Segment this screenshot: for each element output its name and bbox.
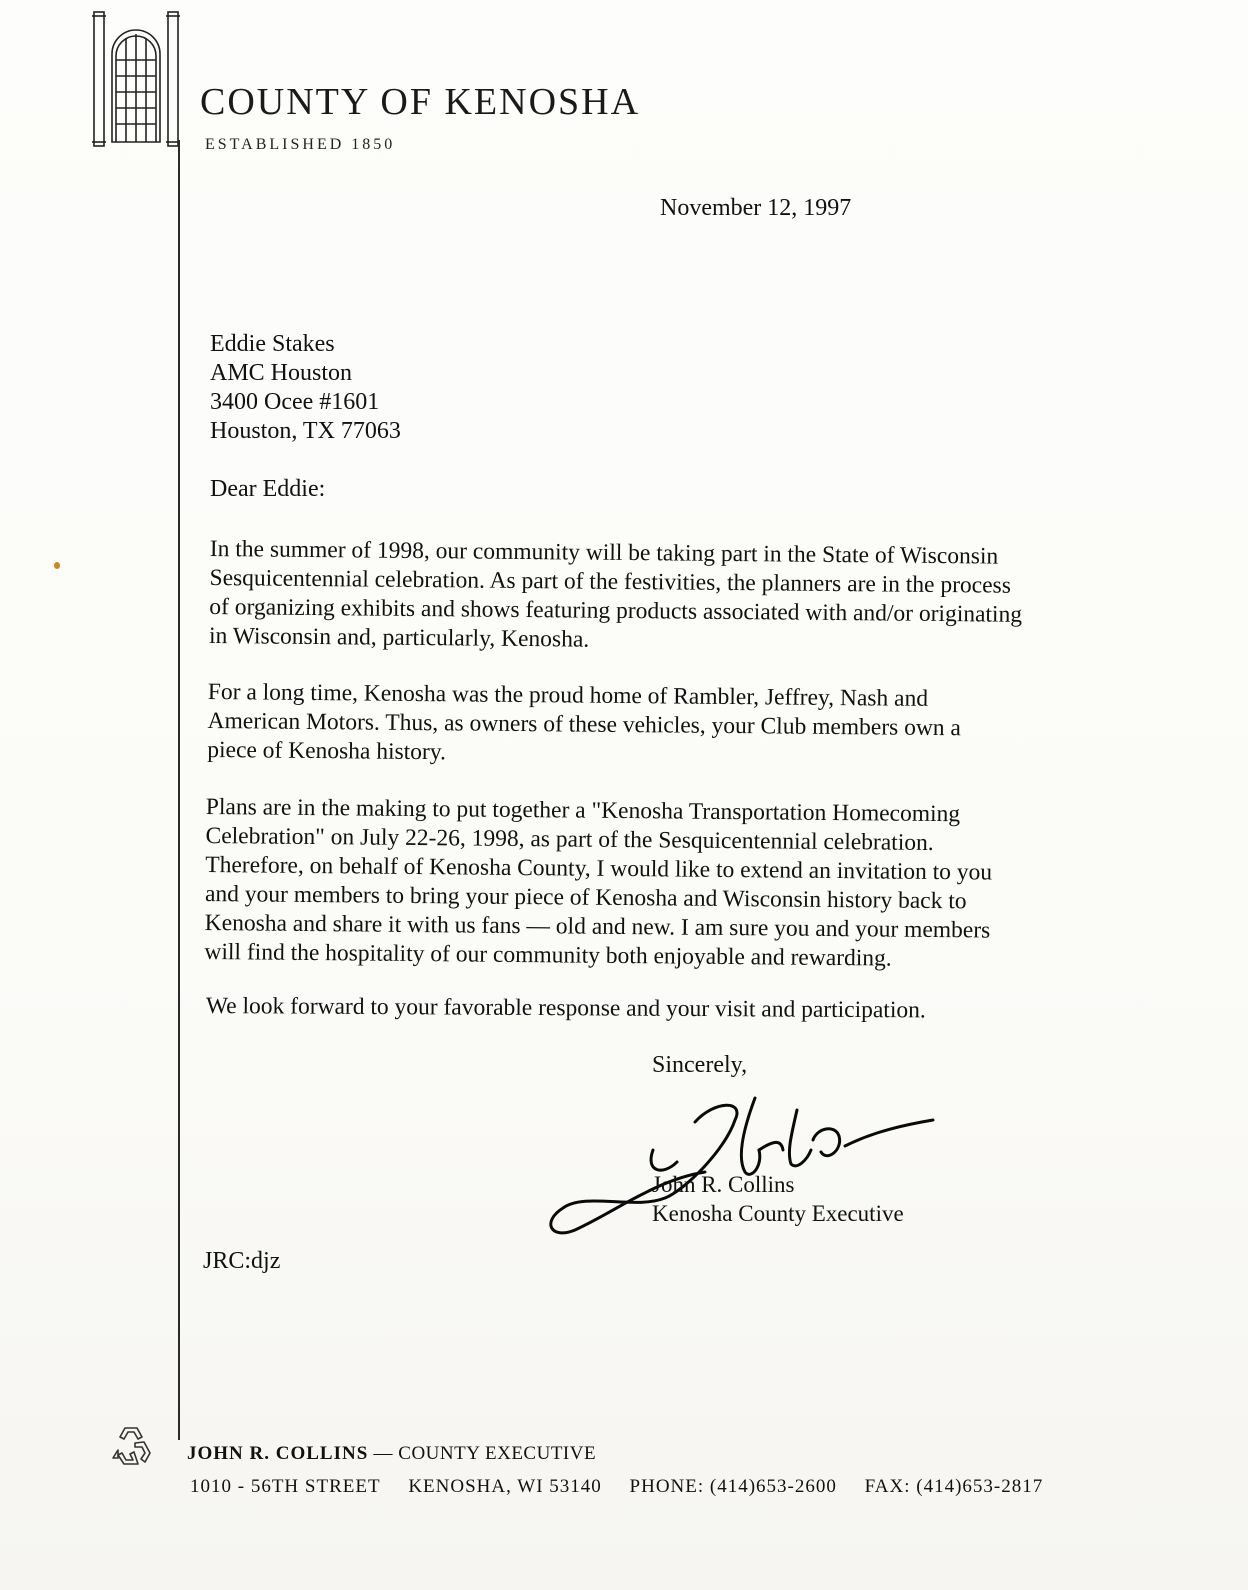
letter-date: November 12, 1997 <box>660 195 852 221</box>
footer-contact <box>190 1476 1065 1498</box>
recipient-line: AMC Houston <box>210 360 353 386</box>
paragraph-line: in Wisconsin and, particularly, Kenosha. <box>208 622 590 653</box>
letterhead-rule <box>178 140 180 1440</box>
recycle-icon <box>108 1422 154 1468</box>
paragraph-line: Therefore, on behalf of Kenosha County, I would like to extend an invitation to you <box>205 851 993 886</box>
recipient-address <box>210 330 401 446</box>
paragraph-line: Plans are in the making to put together a "Kenosha Transportation Homecoming <box>205 793 961 828</box>
signer-name: John R. Collins <box>652 1172 795 1197</box>
paragraph-line: American Motors. Thus, as owners of these vehicles, your Club members own a <box>207 707 962 742</box>
body-paragraph <box>204 793 992 975</box>
footer-fax: FAX: (414)653-2817 <box>864 1476 1044 1497</box>
paragraph-line: We look forward to your favorable response and your visit and participation. <box>205 993 926 1024</box>
paragraph-line: of organizing exhibits and shows featuring products associated with and/or originating <box>209 593 1023 628</box>
paragraph-line: Celebration" on July 22-26, 1998, as part of the Sesquicentennial celebration. <box>205 822 934 856</box>
recipient-line: Eddie Stakes <box>210 331 335 357</box>
paragraph-line: For a long time, Kenosha was the proud home of Rambler, Jeffrey, Nash and <box>207 678 929 712</box>
paper-speck <box>54 562 60 569</box>
door-logo-icon <box>92 10 180 150</box>
footer-city: KENOSHA, WI 53140 <box>408 1476 602 1497</box>
signer-block <box>652 1170 904 1228</box>
footer-executive <box>187 1443 596 1465</box>
paragraph-line: Kenosha and share it with us fans — old and new. I am sure you and your members <box>204 909 991 944</box>
closing: Sincerely, <box>652 1052 748 1078</box>
established-line: ESTABLISHED 1850 <box>205 136 396 153</box>
paragraph-line: will find the hospitality of our community both enjoyable and rewarding. <box>204 938 892 972</box>
body-paragraph <box>207 678 961 772</box>
body-paragraph <box>206 992 926 1025</box>
paragraph-line: piece of Kenosha history. <box>207 736 447 766</box>
county-name: COUNTY OF KENOSHA <box>200 81 641 123</box>
recipient-line: Houston, TX 77063 <box>210 418 401 444</box>
footer-phone: PHONE: (414)653-2600 <box>629 1476 837 1497</box>
paragraph-line: and your members to bring your piece of Kenosha and Wisconsin history back to <box>204 880 967 915</box>
paragraph-line: In the summer of 1998, our community will be taking part in the State of Wisconsin <box>209 535 999 570</box>
footer-executive-name: JOHN R. COLLINS <box>187 1443 369 1464</box>
footer-executive-title: — COUNTY EXECUTIVE <box>368 1443 597 1464</box>
reference-initials: JRC:djz <box>203 1248 281 1274</box>
footer-street: 1010 - 56TH STREET <box>190 1476 381 1497</box>
salutation: Dear Eddie: <box>210 476 326 502</box>
paragraph-line: Sesquicentennial celebration. As part of the festivities, the planners are in the process <box>209 564 1012 599</box>
recipient-line: 3400 Ocee #1601 <box>210 389 380 415</box>
body-paragraph <box>209 535 1023 659</box>
signer-title: Kenosha County Executive <box>652 1201 904 1226</box>
